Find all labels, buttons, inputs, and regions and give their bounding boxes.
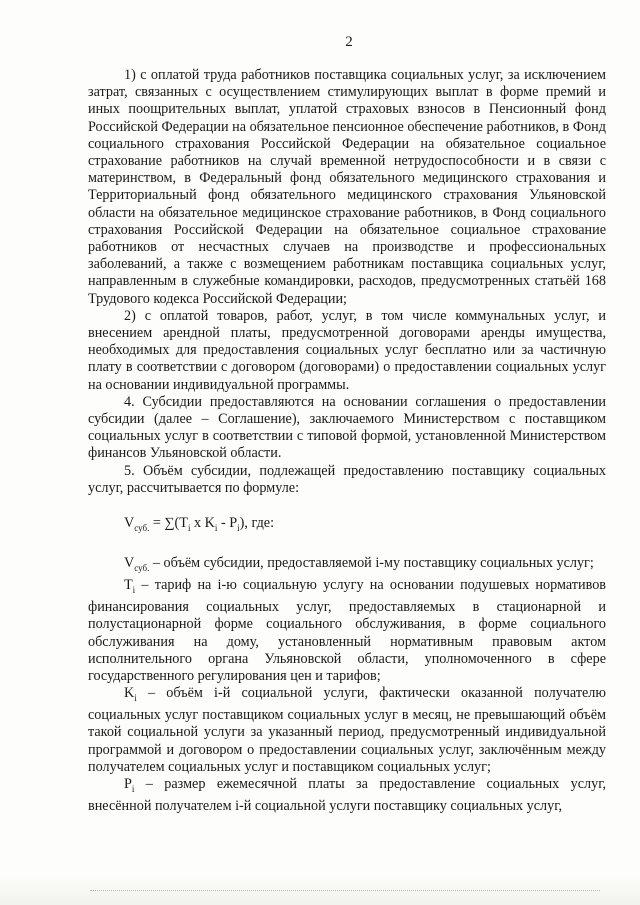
definition-text: – тариф на i-ю социальную услугу на основании подушевых нормативов финансирования социальных услуг, предоставляемых в стационарной и полустационарной форме социального обслуживания, в форме социального обслуживания на дому, установленный нормативным правовым актом исполнительного органа Ульяновской области, уполномоченного в сфере государственного регулирования цен и тарифов;: [88, 577, 606, 684]
definition-symbol: K: [124, 685, 135, 702]
definition-subscript: i: [134, 693, 137, 704]
formula-end: ), где:: [239, 515, 275, 532]
definition-subscript: i: [131, 783, 135, 794]
formula-lhs: V: [124, 515, 135, 532]
definition-symbol: P: [124, 776, 132, 793]
definition-text: – объём i-й социальной услуги, фактически оказанной получателю социальных услуг поставщиком социальных услуг в месяц, не превышающий объём такой социальной услуги за указанный период, предусмотренный индивидуальной программой и договором о предоставлении социальных услуг, заключённым между получателем социальных услуг и поставщиком социальных услуг;: [88, 685, 606, 775]
definition-t: [88, 577, 606, 685]
paragraph-2: 2) с оплатой товаров, работ, услуг, в том числе коммунальных услуг, и внесением арендной платы, предусмотренной договорами аренды имущества, необходимых для предоставления социальных услуг бесплатно или за частичную плату в соответствии с договором (договорами) о предоставлении социальных услуг на основании индивидуальной программы.: [88, 307, 606, 393]
paragraph-4: 4. Субсидии предоставляются на основании соглашения о предоставлении субсидии (далее – Соглашение), заключаемого Министерством с поставщиком социальных услуг в соответствии с типовой формой, установленной Министерством финансов Ульяновской области.: [88, 393, 606, 462]
definition-text: – размер ежемесячной платы за предоставление социальных услуг, внесённой получателем i-й социальной услуги поставщику социальных услуг,: [88, 776, 606, 815]
formula-rhs: = ∑(T: [149, 515, 188, 532]
definition-subscript: суб.: [134, 562, 150, 573]
definition-text: – объём субсидии, предоставляемой i-му поставщику социальных услуг;: [149, 555, 594, 572]
definition-symbol: V: [124, 555, 135, 572]
definition-v: [88, 555, 606, 577]
formula-p-sub: i: [237, 522, 240, 533]
formula-tail: - P: [217, 515, 238, 532]
formula-k-sub: i: [214, 522, 218, 533]
definition-p: [88, 776, 606, 815]
paragraph-5: 5. Объём субсидии, подлежащей предоставлению поставщику социальных услуг, рассчитывается по формуле:: [88, 462, 606, 496]
definition-k: [88, 685, 606, 776]
paragraph-1: 1) с оплатой труда работников поставщика социальных услуг, за исключением затрат, связанных с осуществлением стимулирующих выплат в форме премий и иных поощрительных выплат, уплатой страховых взносов в Пенсионный фонд Российской Федерации на обязательное пенсионное обеспечение работников, в Фонд социального страхования Российской Федерации на обязательное социальное страхование работников на случай временной нетрудоспособности и в связи с материнством, в Федеральный фонд обязательного медицинского страхования и Территориальный фонд обязательного медицинского страхования Ульяновской области на обязательное медицинское страхование работников, в Фонд социального страхования Российской Федерации на обязательное социальное страхование работников от несчастных случаев на производстве и профессиональных заболеваний, а также с возмещением работникам поставщика социальных услуг, направленным в служебные командировки, расходов, предусмотренных статьёй 168 Трудового кодекса Российской Федерации;: [88, 67, 606, 307]
formula-mid: x K: [190, 515, 215, 532]
scan-artifact-line: [90, 890, 600, 893]
formula-lhs-sub: суб.: [134, 522, 150, 533]
definition-subscript: i: [132, 584, 136, 595]
formula-t-sub: i: [187, 522, 191, 533]
page-number: 2: [345, 34, 353, 50]
definition-symbol: T: [124, 577, 133, 594]
subsidy-formula: [124, 515, 606, 537]
